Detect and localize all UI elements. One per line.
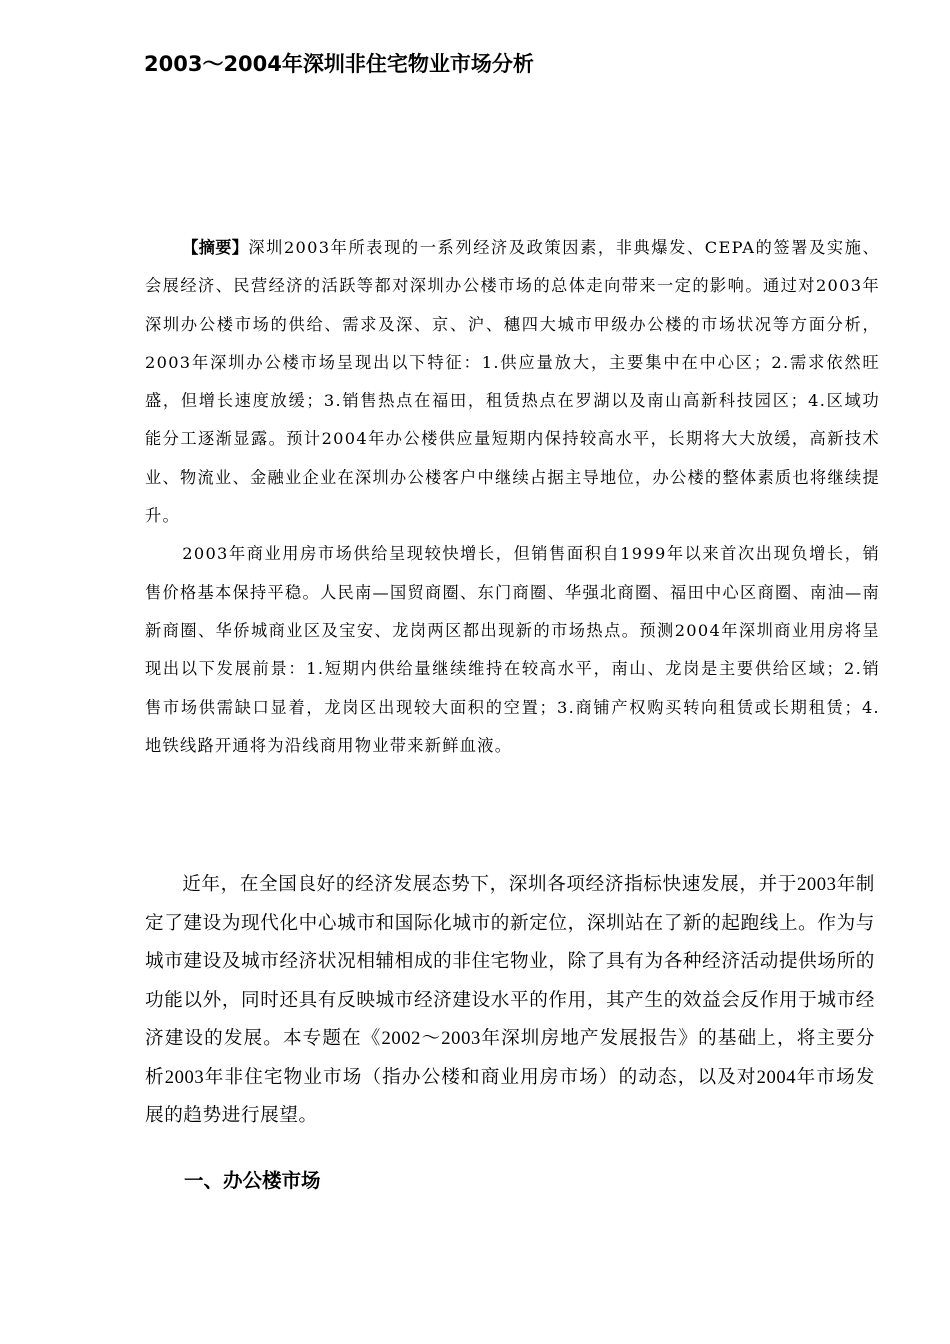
- abstract-block: [145, 229, 880, 765]
- section-heading-office-market: 一、办公楼市场: [184, 1169, 321, 1192]
- abstract-paragraph-2: 2003年商业用房市场供给呈现较快增长，但销售面积自1999年以来首次出现负增长，销售价格基本保持平稳。人民南—国贸商圈、东门商圈、华强北商圈、福田中心区商圈、南油—南新商圈、华侨城商业区及宝安、龙岗两区都出现新的市场热点。预测2004年深圳商业用房将呈现出以下发展前景：1.短期内供给量继续维持在较高水平，南山、龙岗是主要供给区域；2.销售市场供需缺口显着，龙岗区出现较大面积的空置；3.商铺产权购买转向租赁或长期租赁；4.地铁线路开通将为沿线商用物业带来新鲜血液。: [145, 544, 880, 755]
- intro-paragraph: 近年，在全国良好的经济发展态势下，深圳各项经济指标快速发展，并于2003年制定了建设为现代化中心城市和国际化城市的新定位，深圳站在了新的起跑线上。作为与城市建设及城市经济状况相辅相成的非住宅物业，除了具有为各种经济活动提供场所的功能以外，同时还具有反映城市经济建设水平的作用，其产生的效益会反作用于城市经济建设的发展。本专题在《2002～2003年深圳房地产发展报告》的基础上，将主要分析2003年非住宅物业市场（指办公楼和商业用房市场）的动态，以及对2004年市场发展的趋势进行展望。: [145, 874, 875, 1126]
- abstract-paragraph-1: [145, 229, 880, 535]
- abstract-paragraph-1-text: 深圳2003年所表现的一系列经济及政策因素，非典爆发、CEPA的签署及实施、会展经济、民营经济的活跃等都对深圳办公楼市场的总体走向带来一定的影响。通过对2003年深圳办公楼市场的供给、需求及深、京、沪、穗四大城市甲级办公楼的市场状况等方面分析，2003年深圳办公楼市场呈现出以下特征：1.供应量放大，主要集中在中心区；2.需求依然旺盛，但增长速度放缓；3.销售热点在福田，租赁热点在罗湖以及南山高新科技园区；4.区域功能分工逐渐显露。预计2004年办公楼供应量短期内保持较高水平，长期将大大放缓，高新技术业、物流业、金融业企业在深圳办公楼客户中继续占据主导地位，办公楼的整体素质也将继续提升。: [145, 238, 880, 526]
- abstract-label: 【摘要】: [182, 238, 249, 257]
- document-title: 2003～2004年深圳非住宅物业市场分析: [144, 52, 534, 76]
